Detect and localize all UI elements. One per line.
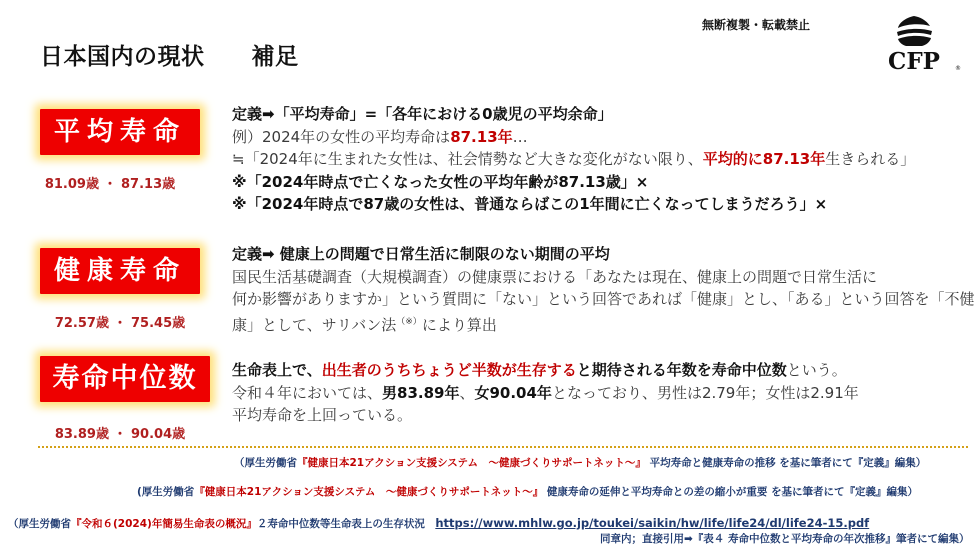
section-median-life: [232, 359, 859, 427]
definition-line: 定義➡「平均寿命」=「各年における0歳児の平均余命」: [232, 105, 613, 123]
range-healthy-life: 72.57歳 ・ 75.45歳: [54, 316, 186, 331]
copyright-notice: 無断複製・転載禁止: [702, 18, 811, 32]
cfp-logo: [868, 14, 961, 75]
cfp-logo-mark-icon: [868, 14, 961, 75]
source-note-2: (厚生労働省『健康日本21アクション支援システム ～健康づくりサポートネット～』 健康寿命の延伸と平均寿命との差の縮小が重要 を基に筆者にて『定義』編集）: [137, 486, 919, 498]
misconception-line-1: ※「2024年時点で亡くなった女性の平均年齢が87.13歳」×: [232, 172, 649, 191]
source-note-4: 同章内；直接引用➡『表４ 寿命中位数と平均寿命の年次推移』筆者にて編集）: [600, 533, 970, 545]
body-line-2: 何か影響がありますか」という質問に「ない」という回答であれば「健康」とし、「ある」という回答を「不健: [232, 290, 975, 308]
source-note-1: （厚生労働省『健康日本21アクション支援システム ～健康づくりサポートネット～』 平均寿命と健康寿命の推移 を基に筆者にて『定義』編集）: [234, 457, 927, 469]
example-line: 例）2024年の女性の平均寿命は87.13年…: [232, 127, 528, 146]
source-note-3: （厚生労働省『令和６(2024)年簡易生命表の概況』２寿命中位数等生命表上の生存状況 https://www.mhlw.go.jp/toukei/saikin/hw/life/life24/dl/life24-15.pdf: [8, 516, 870, 530]
section-average-life: [232, 103, 915, 216]
body-line-1: 国民生活基礎調査（大規模調査）の健康票における「あなたは現在、健康上の問題で日常生活に: [232, 267, 878, 286]
section-healthy-life: [232, 243, 975, 336]
page-title: 日本国内の現状 補足: [40, 44, 299, 70]
logo-registered-mark: ®: [955, 65, 961, 72]
definition-line: 定義➡ 健康上の問題で日常生活に制限のない期間の平均: [232, 245, 610, 263]
divider: [38, 446, 968, 448]
badge-average-life: 平均寿命: [40, 109, 200, 155]
badge-median-life: 寿命中位数: [40, 356, 210, 402]
range-average-life: 81.09歳 ・ 87.13歳: [44, 177, 176, 192]
body-line-1: 令和４年においては、男83.89年、女90.04年となっており、男性は2.79年；女性は2.91年: [232, 383, 859, 402]
definition-line: 生命表上で、出生者のうちちょうど半数が生存すると期待される年数を寿命中位数という。: [232, 361, 847, 379]
badge-healthy-life: 健康寿命: [40, 248, 200, 294]
range-median-life: 83.89歳 ・ 90.04歳: [54, 427, 186, 442]
approx-line: ≒「2024年に生まれた女性は、社会情勢など大きな変化がない限り、平均的に87.13年生きられる」: [232, 150, 916, 168]
logo-text: CFP: [888, 48, 940, 75]
source-url-link[interactable]: https://www.mhlw.go.jp/toukei/saikin/hw/life/life24/dl/life24-15.pdf: [435, 516, 870, 530]
body-line-3: 康」として、サリバン法（※）により算出: [232, 315, 497, 334]
body-line-2: 平均寿命を上回っている。: [232, 406, 413, 424]
misconception-line-2: ※「2024年時点で87歳の女性は、普通ならばこの1年間に亡くなってしまうだろう」×: [232, 195, 828, 213]
